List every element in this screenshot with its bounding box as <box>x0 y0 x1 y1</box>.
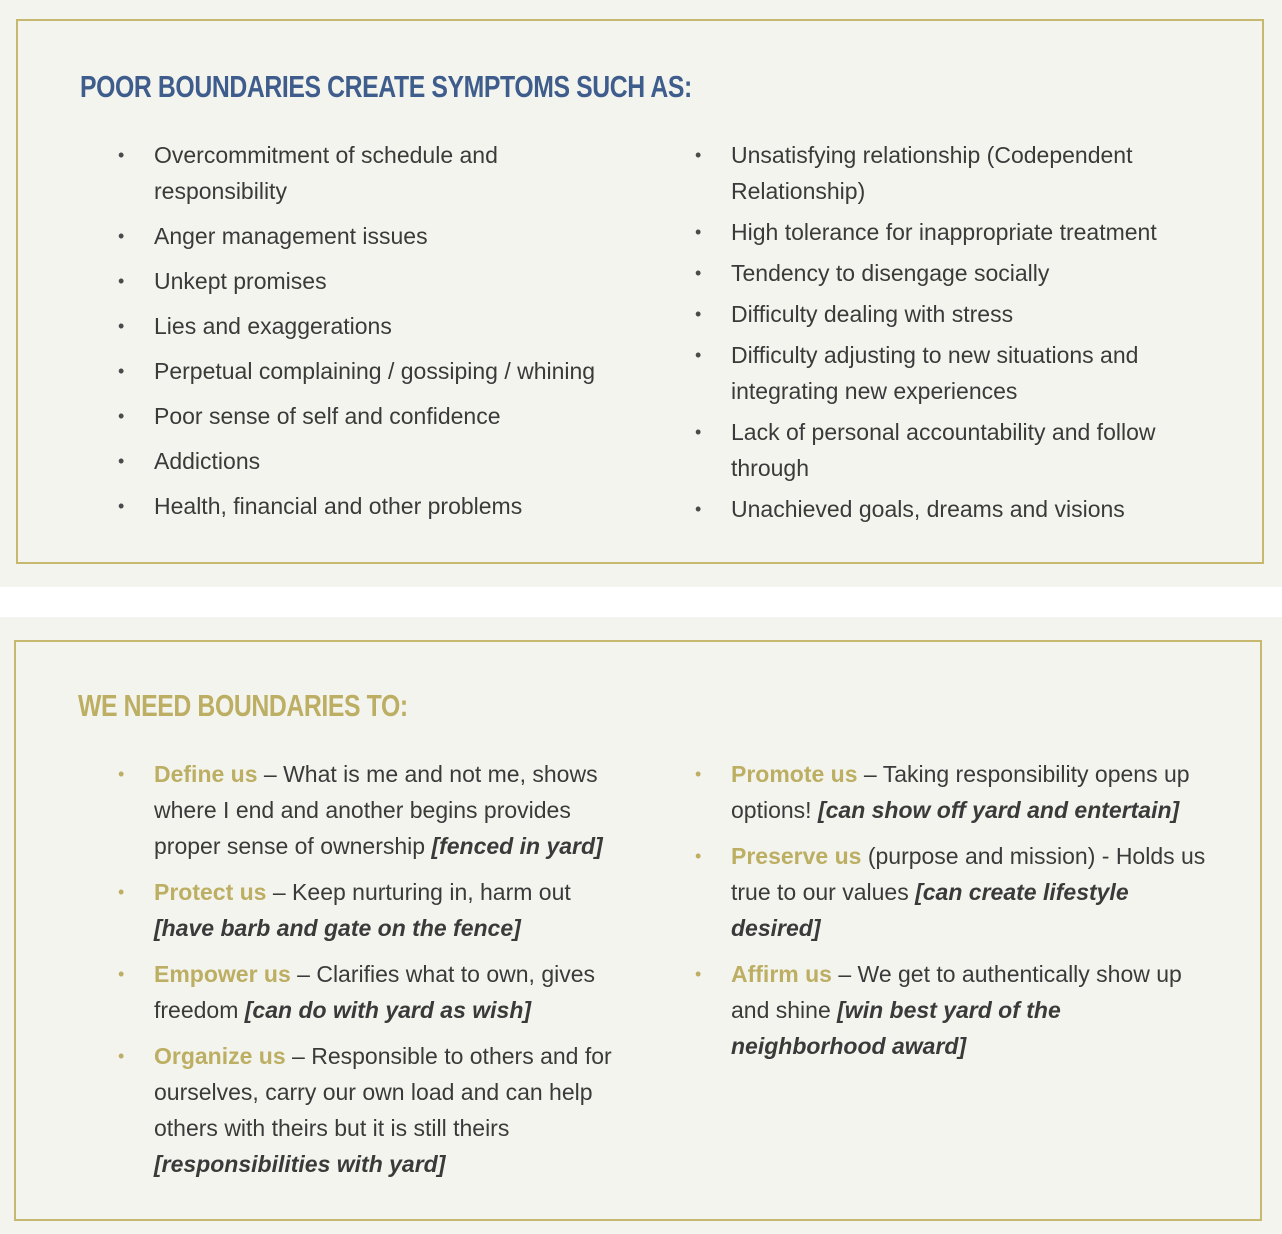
list-item <box>695 214 1215 250</box>
bullet-icon: • <box>695 345 702 365</box>
list-item <box>695 337 1215 409</box>
list-item-text: Perpetual complaining / gossiping / whining <box>154 358 596 384</box>
list-item <box>118 956 618 1028</box>
symptoms-list-left <box>118 137 618 533</box>
list-item-text: Tendency to disengage socially <box>731 260 1050 286</box>
bullet-icon: • <box>695 499 702 519</box>
bullet-icon: • <box>118 496 125 516</box>
list-item-note: [can create lifestyle desired] <box>731 879 1129 941</box>
list-item <box>118 137 618 209</box>
bullet-icon: • <box>118 882 125 902</box>
list-item-text: Anger management issues <box>154 223 428 249</box>
bullet-icon: • <box>695 764 702 784</box>
list-item-text: Unsatisfying relationship (Codependent Relationship) <box>731 142 1133 204</box>
list-item <box>695 296 1215 332</box>
list-item-note: [can show off yard and entertain] <box>817 797 1180 823</box>
bullet-icon: • <box>118 1046 125 1066</box>
needs-list-right <box>695 756 1215 1074</box>
list-item <box>695 137 1215 209</box>
list-item <box>118 1038 618 1182</box>
list-item-note: [win best yard of the neighborhood award] <box>731 997 1061 1059</box>
list-item <box>695 414 1215 486</box>
bullet-icon: • <box>118 271 125 291</box>
symptoms-heading: POOR BOUNDARIES CREATE SYMPTOMS SUCH AS: <box>80 69 692 104</box>
list-item <box>118 263 618 299</box>
list-item-text: Difficulty adjusting to new situations and integrating new experiences <box>731 342 1139 404</box>
symptoms-list-right <box>695 137 1215 532</box>
list-item-text: – What is me and not me, shows where I end and another begins provides proper sense of ownership <box>154 761 598 859</box>
list-item-text: – Clarifies what to own, gives freedom <box>154 961 596 1023</box>
list-item-text: Overcommitment of schedule and responsibility <box>154 142 498 204</box>
list-item-note: [fenced in yard] <box>431 833 603 859</box>
needs-heading: WE NEED BOUNDARIES TO: <box>78 688 408 723</box>
bullet-icon: • <box>118 764 125 784</box>
list-item-note: [can do with yard as wish] <box>244 997 532 1023</box>
needs-box <box>14 640 1262 1221</box>
list-item-text: Unkept promises <box>154 268 327 294</box>
bullet-icon: • <box>695 304 702 324</box>
list-item <box>118 756 618 864</box>
list-item-note: [have barb and gate on the fence] <box>154 915 521 941</box>
bullet-icon: • <box>695 263 702 283</box>
list-item <box>118 218 618 254</box>
list-item-term: Protect us <box>154 879 267 905</box>
list-item-text: Lies and exaggerations <box>154 313 392 339</box>
bullet-icon: • <box>118 406 125 426</box>
needs-list-left <box>118 756 618 1192</box>
list-item-text: – We get to authentically show up and shine <box>731 961 1182 1023</box>
bullet-icon: • <box>695 145 702 165</box>
bullet-icon: • <box>695 422 702 442</box>
list-item <box>118 488 618 524</box>
symptoms-box <box>16 19 1264 564</box>
list-item <box>118 353 618 389</box>
list-item-text: (purpose and mission) - Holds us true to our values <box>731 843 1206 905</box>
list-item-term: Affirm us <box>731 961 832 987</box>
list-item-text: High tolerance for inappropriate treatment <box>731 219 1157 245</box>
list-item-term: Promote us <box>731 761 858 787</box>
bullet-icon: • <box>118 361 125 381</box>
list-item-text: Unachieved goals, dreams and visions <box>731 496 1125 522</box>
bullet-icon: • <box>695 222 702 242</box>
list-item-term: Define us <box>154 761 258 787</box>
list-item-term: Organize us <box>154 1043 286 1069</box>
list-item-term: Empower us <box>154 961 291 987</box>
list-item <box>695 491 1215 527</box>
list-item-text: Addictions <box>154 448 261 474</box>
list-item <box>118 874 618 946</box>
bullet-icon: • <box>118 964 125 984</box>
list-item-text: Poor sense of self and confidence <box>154 403 501 429</box>
bullet-icon: • <box>695 964 702 984</box>
list-item-text: Lack of personal accountability and follow through <box>731 419 1156 481</box>
list-item-note: [responsibilities with yard] <box>154 1151 446 1177</box>
list-item-text: – Responsible to others and for ourselves, carry our own load and can help others with theirs but it is still theirs <box>154 1043 612 1141</box>
bullet-icon: • <box>118 316 125 336</box>
list-item-text: – Taking responsibility opens up options! <box>731 761 1190 823</box>
list-item <box>118 443 618 479</box>
list-item-text: Health, financial and other problems <box>154 493 523 519</box>
list-item-term: Preserve us <box>731 843 862 869</box>
list-item-text: Difficulty dealing with stress <box>731 301 1014 327</box>
list-item <box>695 838 1215 946</box>
list-item <box>695 956 1215 1064</box>
bullet-icon: • <box>118 226 125 246</box>
list-item <box>118 308 618 344</box>
bullet-icon: • <box>118 451 125 471</box>
list-item <box>695 756 1215 828</box>
bullet-icon: • <box>695 846 702 866</box>
list-item <box>118 398 618 434</box>
list-item-text: – Keep nurturing in, harm out <box>266 879 571 905</box>
list-item <box>695 255 1215 291</box>
bullet-icon: • <box>118 145 125 165</box>
